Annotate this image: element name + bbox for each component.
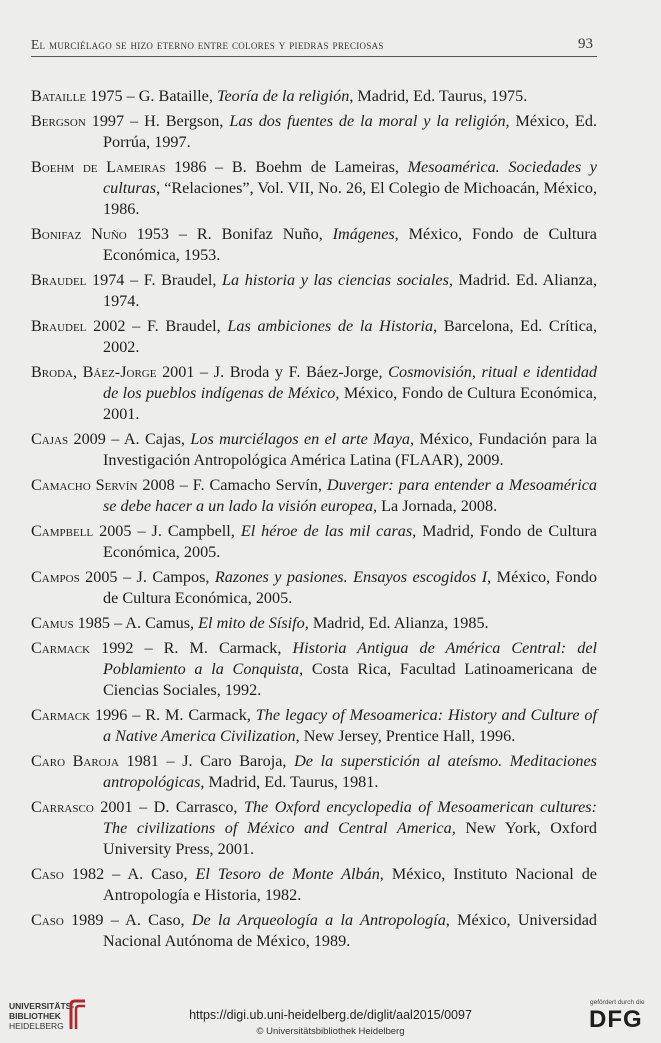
entry-publication: , México, Fondo de Cultura Económica, 2005. — [103, 568, 597, 607]
header-rule — [31, 56, 597, 57]
entry-citation-text: 1975 – G. Bataille, — [86, 87, 217, 105]
entry-author: Caro Baroja — [31, 752, 119, 770]
entry-publication: Madrid, Ed. Alianza, 1985. — [308, 614, 489, 632]
entry-publication: La Jornada, 2008. — [377, 497, 498, 515]
entry-author: Bergson — [31, 112, 86, 130]
bibliography-entry — [31, 157, 597, 220]
footer-url[interactable]: https://digi.ub.uni-heidelberg.de/diglit/aal2015/0097 — [189, 1008, 472, 1022]
bibliography-entry — [31, 362, 597, 425]
entry-publication: Madrid, Ed. Taurus, 1981. — [204, 773, 379, 791]
page-footer — [0, 995, 661, 1043]
entry-citation-text: 1974 – F. Braudel, — [86, 271, 223, 289]
entry-citation-text: 1997 – H. Bergson, — [85, 112, 230, 130]
entry-publication: , “Relaciones”, Vol. VII, No. 26, El Colegio de Michoacán, México, 1986. — [103, 179, 597, 218]
entry-title: The legacy of Mesoamerica: History and Culture of a Native America Civilization — [103, 706, 598, 745]
entry-publication: México, Fondo de Cultura Económica, 2001. — [103, 384, 597, 423]
running-head-title: El murciélago se hizo eterno entre colores y piedras preciosas — [31, 37, 384, 52]
bibliography-entry — [31, 429, 597, 471]
bibliography-list — [31, 86, 597, 956]
bibliography-entry — [31, 86, 597, 107]
entry-citation-text: 2008 – F. Camacho Servín, — [137, 476, 327, 494]
entry-title: Cosmovisión, ritual e identidad de los pueblos indígenas de México, — [103, 363, 598, 402]
entry-author: Boehm de Lameiras — [31, 158, 166, 176]
entry-citation-text: 2002 – F. Braudel, — [86, 317, 228, 335]
entry-author: Braudel — [31, 271, 87, 289]
entry-author: Campbell — [31, 522, 94, 540]
entry-title: Los murciélagos en el arte Maya, — [190, 430, 415, 448]
entry-author: Bonifaz Nuño — [31, 225, 127, 243]
entry-publication: México, Fondo de Cultura Económica, 1953. — [103, 225, 597, 264]
bibliography-entry — [31, 638, 597, 701]
entry-citation-text: 1986 – B. Boehm de Lameiras, — [165, 158, 408, 176]
entry-citation-text: 1982 – A. Caso, — [63, 865, 196, 883]
entry-author: Cajas — [31, 430, 69, 448]
entry-citation-text: 2009 – A. Cajas, — [68, 430, 191, 448]
bibliography-entry — [31, 613, 597, 634]
library-logo-line: UNIVERSITÄTS- — [9, 1001, 75, 1011]
entry-title: El Tesoro de Monte Albán, — [195, 865, 384, 883]
bibliography-entry — [31, 270, 597, 312]
entry-author: Bataille — [31, 87, 87, 105]
entry-publication: , Costa Rica, Facultad Latinoamericana de Ciencias Sociales, 1992. — [103, 660, 597, 699]
entry-title: La historia y las ciencias sociales, — [222, 271, 453, 289]
entry-title: De la Arqueología a la Antropología, — [191, 911, 450, 929]
bibliography-entry — [31, 910, 597, 952]
library-logo-line: BIBLIOTHEK — [9, 1011, 61, 1021]
entry-title: The Oxford encyclopedia of Mesoamerican cultures: The civilizations of México and Central America, — [103, 798, 597, 837]
dfg-logo — [589, 1007, 651, 1029]
entry-publication: México, Ed. Porrúa, 1997. — [103, 112, 597, 151]
entry-publication: México, Instituto Nacional de Antropología e Historia, 1982. — [103, 865, 597, 904]
entry-citation-text: 2001 – D. Carrasco, — [93, 798, 244, 816]
entry-citation-text: 1953 – R. Bonifaz Nuño, — [126, 225, 333, 243]
entry-publication: Madrid, Fondo de Cultura Económica, 2005. — [103, 522, 597, 561]
entry-title: El mito de Sísifo, — [198, 614, 309, 632]
entry-author: Camus — [31, 614, 74, 632]
library-logo-line: HEIDELBERG — [9, 1021, 64, 1031]
entry-author: Carmack — [31, 639, 91, 657]
entry-title: Duverger: para entender a Mesoamérica se debe hacer a un lado la visión europea, — [103, 476, 597, 515]
bibliography-entry — [31, 475, 597, 517]
entry-title: Las ambiciones de la Historia — [227, 317, 434, 335]
entry-citation-text: 1992 – R. M. Carmack, — [90, 639, 293, 657]
entry-publication: , Barcelona, Ed. Crítica, 2002. — [103, 317, 597, 356]
entry-citation-text: 1981 – J. Caro Baroja, — [118, 752, 295, 770]
entry-author: Camacho Servín — [31, 476, 138, 494]
bibliography-entry — [31, 521, 597, 563]
entry-title: Razones y pasiones. Ensayos escogidos I — [214, 568, 488, 586]
entry-citation-text: 2005 – J. Campos, — [79, 568, 215, 586]
funder-label: gefördert durch die — [590, 999, 645, 1006]
entry-author: Braudel — [31, 317, 87, 335]
entry-publication: New York, Oxford University Press, 2001. — [103, 819, 597, 858]
entry-title: El héroe de las mil caras, — [240, 522, 417, 540]
entry-citation-text: 1985 – A. Camus, — [73, 614, 199, 632]
dfg-logo-text: DFG — [589, 1007, 643, 1029]
bibliography-entry — [31, 705, 597, 747]
footer-copyright: © Universitätsbibliothek Heidelberg — [256, 1026, 405, 1037]
entry-publication: Madrid. Ed. Alianza, 1974. — [103, 271, 598, 310]
entry-citation-text: 2001 – J. Broda y F. Báez-Jorge, — [156, 363, 389, 381]
entry-author: Carmack — [31, 706, 91, 724]
entry-citation-text: 1989 – A. Caso, — [63, 911, 192, 929]
entry-title: Imágenes, — [332, 225, 399, 243]
entry-citation-text: 2005 – J. Campbell, — [93, 522, 241, 540]
entry-publication: , New Jersey, Prentice Hall, 1996. — [295, 727, 516, 745]
bibliography-entry — [31, 111, 597, 153]
entry-title: Mesoamérica. Sociedades y culturas — [103, 158, 597, 197]
page-number: 93 — [578, 36, 593, 52]
entry-author: Campos — [31, 568, 80, 586]
bibliography-entry — [31, 316, 597, 358]
running-head — [31, 37, 593, 53]
bibliography-entry — [31, 567, 597, 609]
entry-author: Carrasco — [31, 798, 94, 816]
entry-citation-text: 1996 – R. M. Carmack, — [90, 706, 256, 724]
entry-author: Broda, Báez-Jorge — [31, 363, 157, 381]
entry-title: Historia Antigua de América Central: del Poblamiento a la Conquista — [103, 639, 598, 678]
bibliography-entry — [31, 864, 597, 906]
entry-author: Caso — [31, 911, 64, 929]
bibliography-entry — [31, 224, 597, 266]
bibliography-entry — [31, 797, 597, 860]
entry-publication: México, Universidad Nacional Autónoma de México, 1989. — [103, 911, 597, 950]
entry-title: Las dos fuentes de la moral y la religión, — [229, 112, 510, 130]
bibliography-entry — [31, 751, 597, 793]
entry-publication: México, Fundación para la Investigación Antropológica América Latina (FLAAR), 2009. — [103, 430, 598, 469]
entry-author: Caso — [31, 865, 64, 883]
entry-title: De la superstición al ateísmo. Meditaciones antropológicas, — [103, 752, 597, 791]
entry-title: Teoría de la religión — [216, 87, 350, 105]
entry-publication: , Madrid, Ed. Taurus, 1975. — [349, 87, 528, 105]
